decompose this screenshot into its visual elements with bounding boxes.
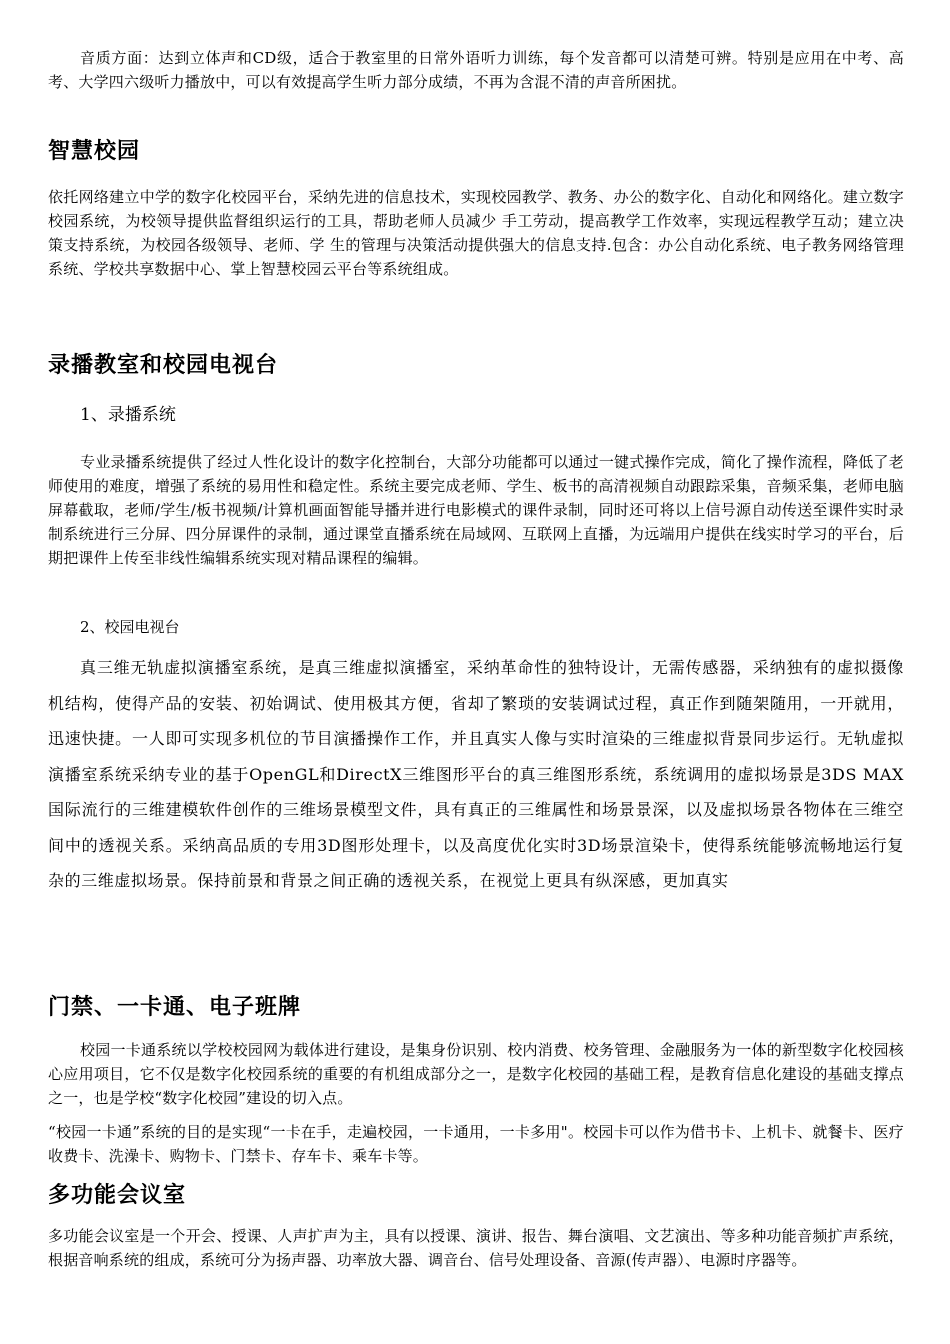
one-card-purpose-paragraph: “校园一卡通”系统的目的是实现“一卡在手，走遍校园，一卡通用，一卡多用"。校园卡可以作为借书卡、上机卡、就餐卡、医疗收费卡、洗澡卡、购物卡、门禁卡、存车卡、乘车卡等。 — [48, 1123, 904, 1165]
meeting-room-heading: 多功能会议室 — [48, 1183, 187, 1208]
one-card-paragraph: 校园一卡通系统以学校校园网为载体进行建设，是集身份识别、校内消费、校务管理、金融服务为一体的新型数字化校园核心应用项目，它不仅是数字化校园系统的重要的有机组成部分之一，是数字化校园的基础工程，是教育信息化建设的基础支撑点之一，也是学校“数字化校园”建设的切入点。 — [48, 1041, 904, 1107]
meeting-room-paragraph: 多功能会议室是一个开会、授课、人声扩声为主，具有以授课、演讲、报告、舞台演唱、文艺演出、等多种功能音频扩声系统， 根据音响系统的组成，系统可分为扬声器、功率放大器、调音台、信号处理设备、音源(传声器）、电源时序器等。 — [48, 1227, 904, 1269]
recording-system-subheading: 1、录播系统 — [80, 405, 176, 425]
smart-campus-heading: 智慧校园 — [48, 139, 141, 164]
campus-tv-paragraph: 真三维无轨虚拟演播室系统，是真三维虚拟演播室，采纳革命性的独特设计，无需传感器，采纳独有的虚拟摄像机结构，使得产品的安装、初始调试、使用极其方便，省却了繁琐的安装调试过程，真正作到随架随用，一开就用，迅速快捷。一人即可实现多机位的节目演播操作工作，并且真实人像与实时渲染的三维虚拟背景同步运行。无轨虚拟演播室系统采纳专业的基于OpenGL和DirectX三维图形平台的真三维图形系统，系统调用的虚拟场景是3DS MAX国际流行的三维建模软件创作的三维场景模型文件，具有真正的三维属性和场景景深，以及虚拟场景各物体在三维空间中的透视关系。采纳高品质的专用3D图形处理卡，以及高度优化实时3D场景渲染卡，使得系统能够流畅地运行复杂的三维虚拟场景。保持前景和背景之间正确的透视关系，在视觉上更具有纵深感，更加真实 — [48, 658, 904, 890]
audio-quality-paragraph: 音质方面：达到立体声和CD级，适合于教室里的日常外语听力训练，每个发音都可以清楚可辨。特别是应用在中考、高考、大学四六级听力播放中，可以有效提高学生听力部分成绩，不再为含混不清的声音所困扰。 — [48, 49, 904, 91]
campus-tv-subheading: 2、校园电视台 — [80, 618, 180, 636]
smart-campus-paragraph: 依托网络建立中学的数字化校园平台，采纳先进的信息技术，实现校园教学、教务、办公的数字化、自动化和网络化。建立数字校园系统，为校领导提供监督组织运行的工具，帮助老师人员减少 手工劳动，提高教学工作效率，实现远程教学互动；建立决策支持系统，为校园各级领导、老师、学 生的管理与决策活动提供强大的信息支持.包含：办公自动化系统、电子教务网络管理系统、学校共享数据中心、掌上智慧校园云平台等系统组成。 — [48, 188, 904, 278]
access-heading: 门禁、一卡通、电子班牌 — [48, 995, 302, 1020]
recording-heading: 录播教室和校园电视台 — [48, 353, 279, 378]
recording-system-paragraph: 专业录播系统提供了经过人性化设计的数字化控制台，大部分功能都可以通过一键式操作完成，简化了操作流程，降低了老师使用的难度，增强了系统的易用性和稳定性。系统主要完成老师、学生、板书的高清视频自动跟踪采集，音频采集，老师电脑屏幕截取，老师/学生/板书视频/计算机画面智能导播并进行电影模式的课件录制，同时还可将以上信号源自动传送至课件实时录制系统进行三分屏、四分屏课件的录制，通过课堂直播系统在局域网、互联网上直播，为远端用户提供在线实时学习的平台，后期把课件上传至非线性编辑系统实现对精品课程的编辑。 — [48, 453, 904, 567]
